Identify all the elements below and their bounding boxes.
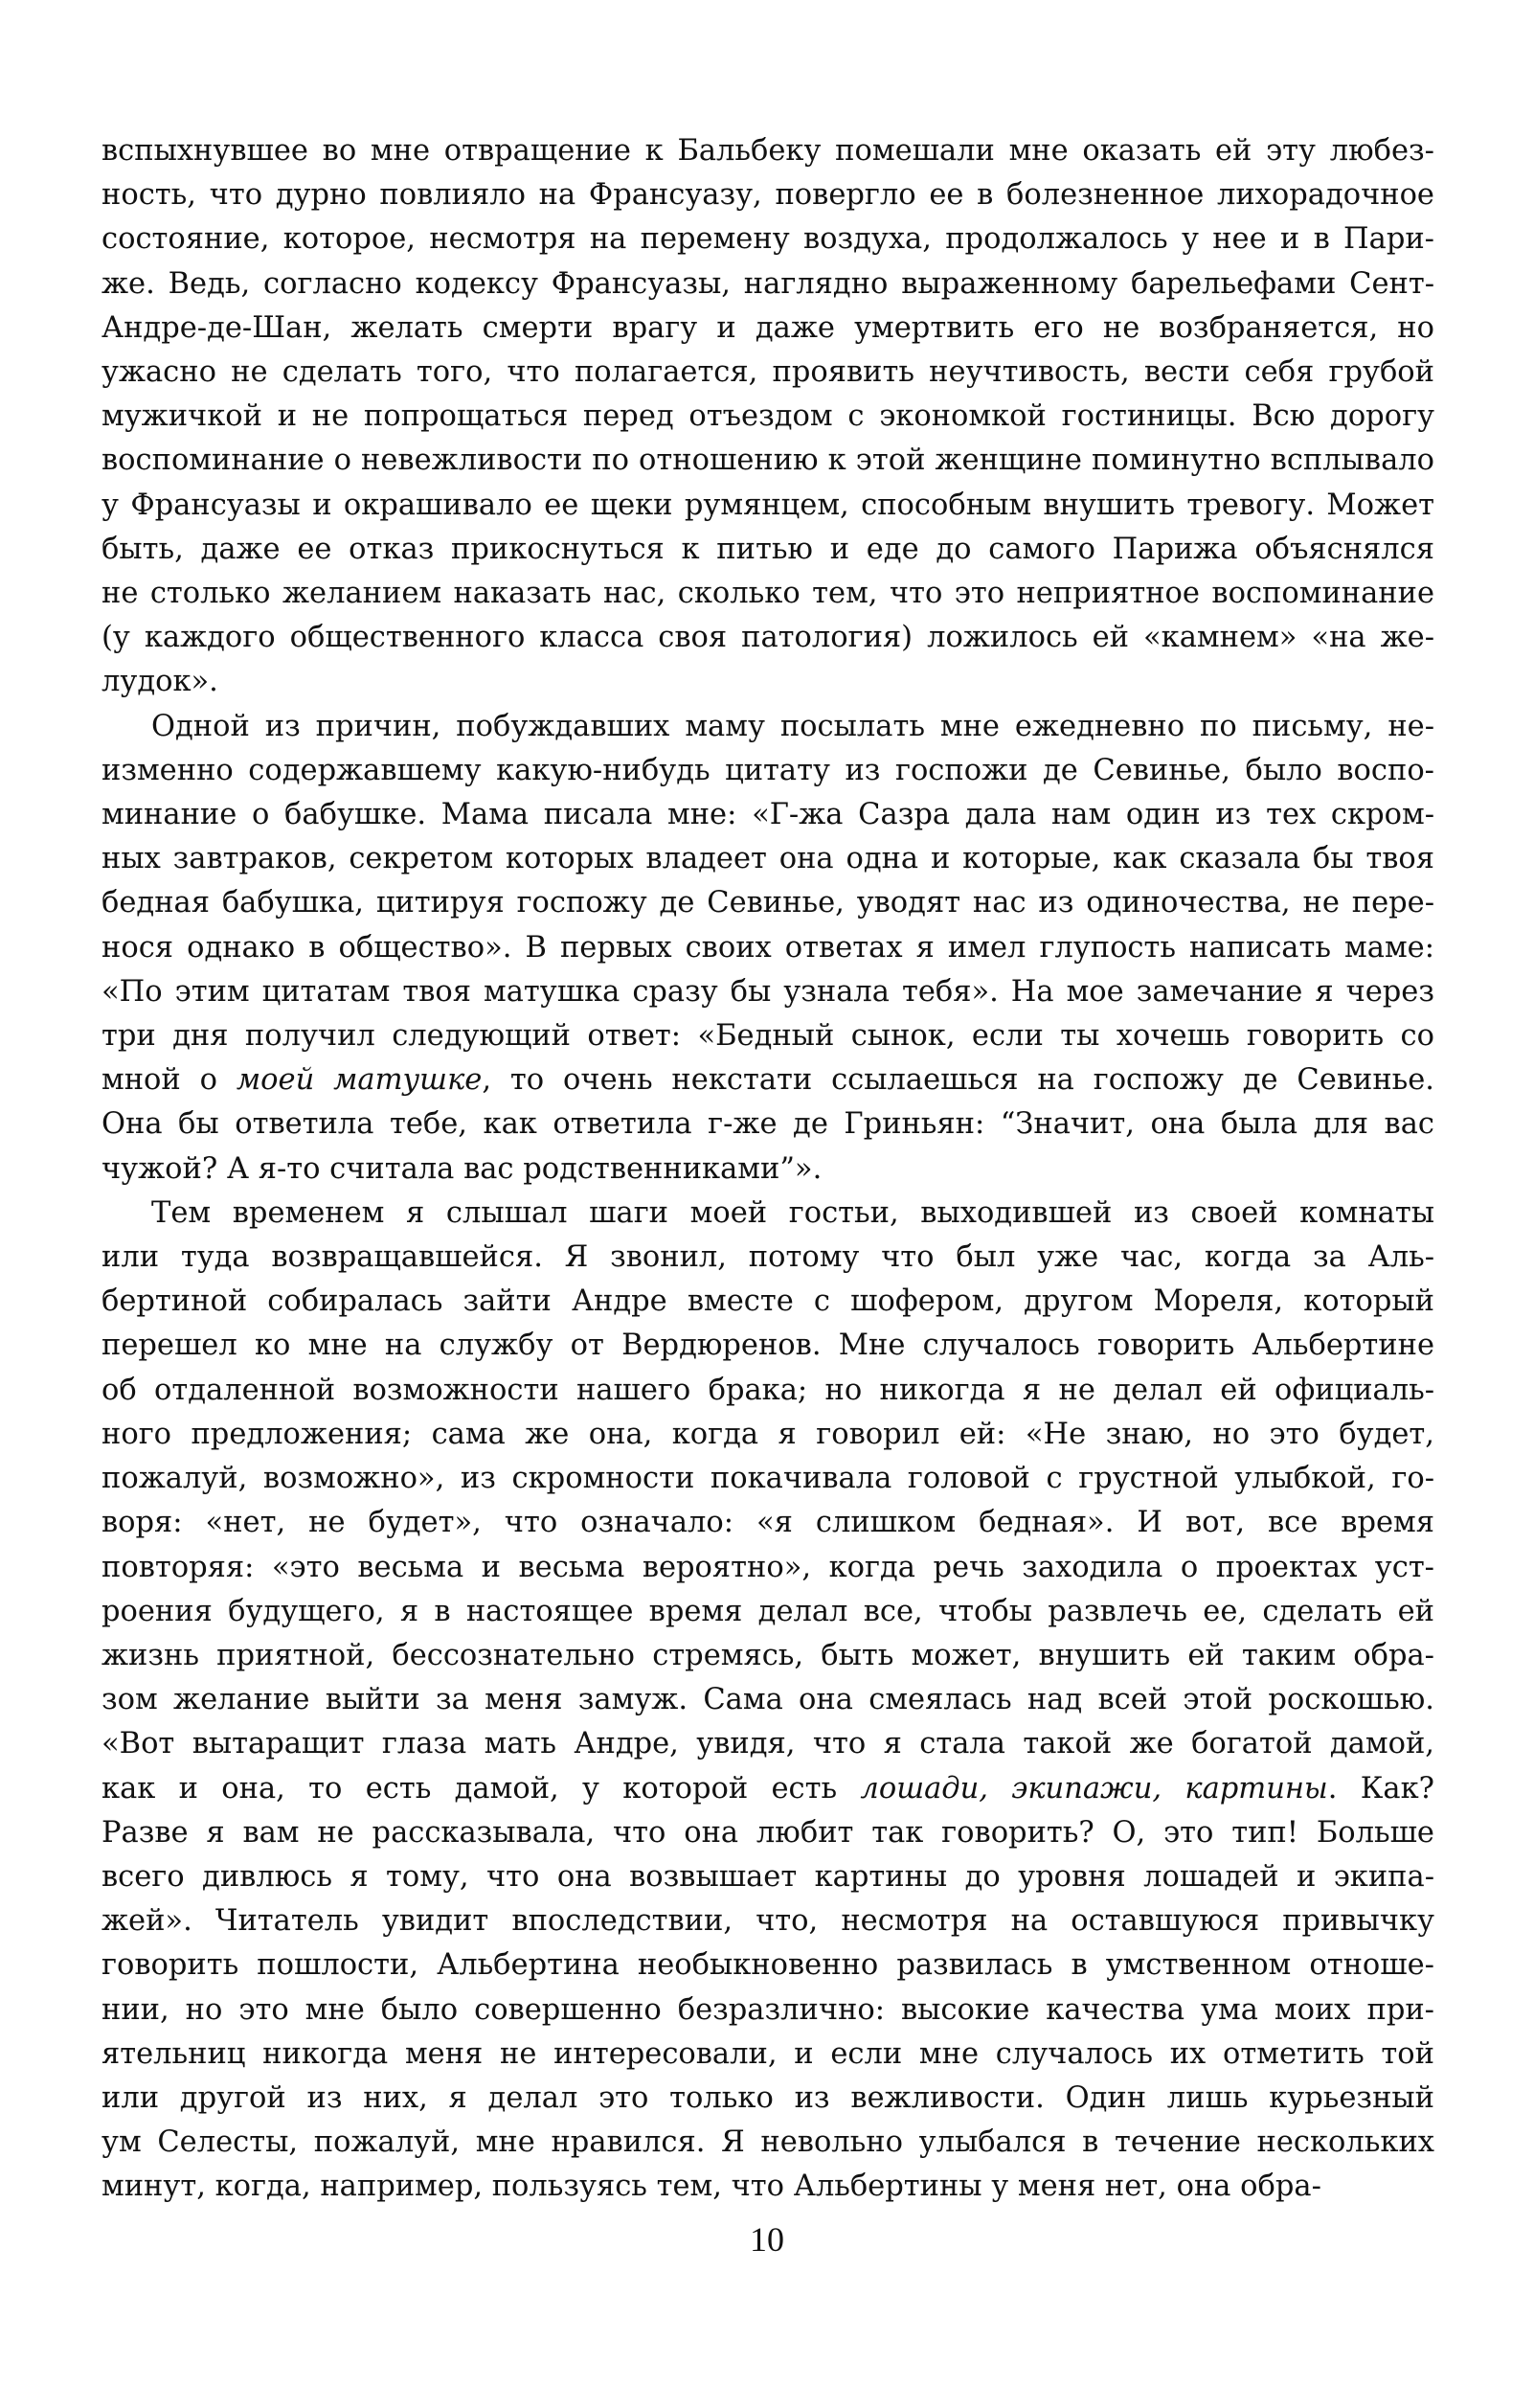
text-line: лудок». [102, 665, 218, 699]
text-line: Разве я вам не рассказывала, что она любит так говорить? О, это тип! Больше [102, 1815, 1434, 1850]
text-line: ятельниц никогда меня не интересовали, и если мне случалось их отметить той [102, 2036, 1434, 2071]
text-line: нося однако в общество». В первых своих ответах я имел глупость написать маме: [102, 930, 1434, 965]
text-line: три дня получил следующий ответ: «Бедный сынок, если ты хочешь говорить со [102, 1019, 1434, 1054]
paragraph-1 [102, 129, 1434, 705]
text-line: «По этим цитатам твоя матушка сразу бы узнала тебя». На мое замечание я через [102, 974, 1434, 1009]
text-line: воспоминание о невежливости по отношению к этой женщине поминутно всплывало [102, 443, 1434, 478]
text-line: Андре-де-Шан, желать смерти врагу и даже умертвить его не возбраняется, но [102, 310, 1434, 345]
text-line: минут, когда, например, пользуясь тем, что Альбертины у меня нет, она обра- [102, 2169, 1321, 2204]
paragraph-3 [102, 1192, 1434, 2210]
text-line: ум Селесты, пожалуй, мне нравился. Я невольно улыбался в течение нескольких [102, 2125, 1434, 2160]
text-line: бертиной собиралась зайти Андре вместе с шофером, другом Мореля, который [102, 1284, 1434, 1319]
text-line: минание о бабушке. Мама писала мне: «Г-жа Сазра дала нам один из тех скром- [102, 798, 1434, 832]
text-line: ных завтраков, секретом которых владеет она одна и которые, как сказала бы твоя [102, 842, 1434, 876]
text-line: ность, что дурно повлияло на Франсуазу, повергло ее в болезненное лихорадочное [102, 178, 1434, 213]
text-line: чужой? А я-то считала вас родственниками”». [102, 1151, 823, 1186]
text-line: об отдаленной возможности нашего брака; но никогда я не делал ей официаль- [102, 1373, 1434, 1407]
text-line: перешел ко мне на службу от Вердюренов. Мне случалось говорить Альбертине [102, 1329, 1434, 1363]
text-line: мной о моей матушке, то очень некстати ссылаешься на госпожу де Севинье. [102, 1063, 1434, 1098]
text-line: вспыхнувшее во мне отвращение к Бальбеку помешали мне оказать ей эту любез- [102, 134, 1434, 168]
text-line: ужасно не сделать того, что полагается, проявить неучтивость, вести себя грубой [102, 355, 1434, 390]
text-line: изменно содержавшему какую-нибудь цитату из госпожи де Севинье, было воспо- [102, 753, 1434, 787]
text-line: воря: «нет, не будет», что означало: «я слишком бедная». И вот, все время [102, 1506, 1434, 1540]
text-line: не столько желанием наказать нас, сколько тем, что это неприятное воспоминание [102, 577, 1434, 611]
paragraph-2 [102, 705, 1434, 1192]
text-line: говорить пошлости, Альбертина необыкновенно развилась в умственном отноше- [102, 1948, 1434, 1983]
text-line: жизнь приятной, бессознательно стремясь, быть может, внушить ей таким обра- [102, 1638, 1434, 1672]
text-line: мужичкой и не попрощаться перед отъездом с экономкой гостиницы. Всю дорогу [102, 399, 1434, 434]
text-line: Тем временем я слышал шаги моей гостьи, выходившей из своей комнаты [151, 1195, 1434, 1230]
text-line: состояние, которое, несмотря на перемену воздуха, продолжалось у нее и в Пари- [102, 222, 1434, 257]
text-line: роения будущего, я в настоящее время делал все, чтобы развлечь ее, сделать ей [102, 1594, 1434, 1628]
text-line: же. Ведь, согласно кодексу Франсуазы, наглядно выраженному барельефами Сент- [102, 266, 1434, 301]
text-line: пожалуй, возможно», из скромности покачивала головой с грустной улыбкой, го- [102, 1462, 1434, 1496]
text-line: Она бы ответила тебе, как ответила г-же де Гриньян: “Значит, она была для вас [102, 1107, 1434, 1142]
text-line: или другой из них, я делал это только из вежливости. Один лишь курьезный [102, 2080, 1434, 2115]
body-text [102, 129, 1434, 2210]
text-line: быть, даже ее отказ прикоснуться к питью и еде до самого Парижа объяснялся [102, 532, 1434, 566]
page-number: 10 [750, 2220, 784, 2259]
emphasis-text: моей матушке [236, 1063, 483, 1098]
text-line: или туда возвращавшейся. Я звонил, потому что был уже час, когда за Аль- [102, 1240, 1434, 1275]
text-line: зом желание выйти за меня замуж. Сама она смеялась над всей этой роскошью. [102, 1683, 1434, 1717]
text-line: «Вот вытаращит глаза мать Андре, увидя, что я стала такой же богатой дамой, [102, 1727, 1434, 1761]
text-line: Одной из причин, побуждавших маму посылать мне ежедневно по письму, не- [151, 709, 1434, 743]
emphasis-text: лошади, экипажи, картины [860, 1771, 1328, 1806]
text-line: как и она, то есть дамой, у которой есть лошади, экипажи, картины. Как? [102, 1771, 1434, 1806]
text-line: всего дивлюсь я тому, что она возвышает картины до уровня лошадей и экипа- [102, 1859, 1434, 1894]
text-line: (у каждого общественного класса своя патология) ложилось ей «камнем» «на же- [102, 621, 1434, 655]
text-line: нии, но это мне было совершенно безразлично: высокие качества ума моих при- [102, 1992, 1434, 2027]
text-line: бедная бабушка, цитируя госпожу де Севинье, уводят нас из одиночества, не пере- [102, 886, 1434, 920]
text-line: у Франсуазы и окрашивало ее щеки румянцем, способным внушить тревогу. Может [102, 488, 1434, 522]
text-line: ного предложения; сама же она, когда я говорил ей: «Не знаю, но это будет, [102, 1417, 1434, 1451]
text-line: повторяя: «это весьма и весьма вероятно», когда речь заходила о проектах уст- [102, 1550, 1434, 1584]
text-line: жей». Читатель увидит впоследствии, что, несмотря на оставшуюся привычку [102, 1904, 1434, 1939]
